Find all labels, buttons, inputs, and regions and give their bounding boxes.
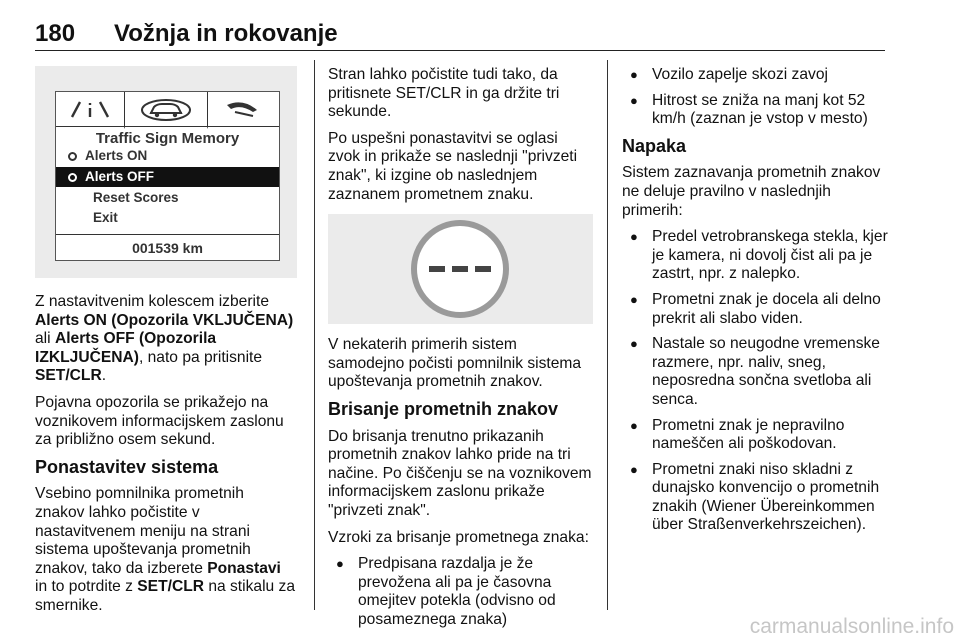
traffic-sign-memory-figure (35, 66, 297, 278)
paragraph: Sistem zaznavanja prometnih znakov ne deluje pravilno v naslednjih primerih: (622, 164, 881, 219)
menu-item-alerts-on (56, 146, 279, 166)
paragraph: Stran lahko počistite tudi tako, da pritisnete SET/CLR in ga držite tri sekunde. (328, 66, 560, 121)
menu-item-label: Reset Scores (93, 189, 179, 205)
column-3 (622, 66, 888, 543)
paragraph: V nekaterih primerih sistem samodejno počisti pomnilnik sistema upoštevanja prometnih znakov. (328, 336, 582, 391)
column-2 (328, 66, 593, 637)
paragraph: Z nastavitvenim kolescem izberite Alerts ON (Opozorila VKLJUČENA) ali Alerts OFF (Opozorila IZKLJUČENA), nato pa pritisnite SET/CLR. (35, 293, 294, 385)
assist-tab (206, 92, 279, 126)
radio-icon (68, 173, 77, 182)
list-item: ● Predpisana razdalja je že prevožena ali pa je časovna omejitev potekla (odvisno od posameznega znaka) (328, 555, 593, 629)
menu-item-reset-scores (56, 188, 279, 208)
list-item: ● Nastale so neugodne vremenske razmere, npr. naliv, sneg, neposredna sončna svetloba ali senca. (622, 335, 888, 409)
menu-heading: Traffic Sign Memory (95, 130, 240, 147)
menu-item-exit (56, 208, 279, 228)
list-item: ● Prometni znak je nepravilno nameščen ali poškodovan. (622, 417, 888, 454)
default-sign-figure (328, 214, 593, 324)
list-item: ● Predel vetrobranskega stekla, kjer je kamera, ni dovolj čist ali pa je zastrt, npr. z nalepko. (622, 228, 888, 284)
column-divider (314, 60, 315, 610)
page-title: Vožnja in rokovanje (114, 20, 338, 47)
menu-item-label: Alerts OFF (85, 168, 155, 184)
paragraph: Vzroki za brisanje prometnega znaka: (328, 528, 589, 546)
page-header (35, 6, 885, 51)
column-1 (35, 66, 297, 624)
section-heading: Brisanje prometnih znakov (328, 398, 559, 419)
road-warning-icon (68, 99, 112, 119)
radio-icon (68, 152, 77, 161)
section-heading: Napaka (622, 135, 687, 156)
bullet-list (328, 555, 593, 629)
display-tabs (56, 92, 279, 127)
list-item: ● Vozilo zapelje skozi zavoj (622, 66, 888, 85)
bullet-list (622, 66, 888, 129)
warning-tab (56, 92, 124, 126)
menu-item-alerts-off (56, 167, 279, 187)
page-number: 180 (35, 20, 76, 47)
display-screen (55, 91, 280, 261)
paragraph: Vsebino pomnilnika prometnih znakov lahko počistite v nastavitvenem meniju na strani sistema upoštevanja prometnih znakov, tako da izberete Ponastavi in to potrdite z SET/CLR na stikalu za smernike. (35, 485, 296, 614)
bullet-list (622, 228, 888, 535)
column-divider (607, 60, 608, 610)
menu-item-label: Alerts ON (85, 147, 148, 163)
car-tab (124, 92, 208, 129)
lane-assist-icon (223, 100, 263, 118)
paragraph: Po uspešni ponastavitvi se oglasi zvok in prikaže se naslednji "privzeti znak", ki izgine ob naslednjem zaznanem prometnem znaku. (328, 129, 578, 203)
list-item: ● Hitrost se zniža na manj kot 52 km/h (zaznan je vstop v mesto) (622, 92, 888, 129)
list-item: ● Prometni znak je docela ali delno prekrit ali slabo viden. (622, 291, 888, 328)
menu-item-label: Exit (93, 209, 118, 225)
list-item: ● Prometni znaki niso skladni z dunajsko konvencijo o prometnih znakih (Wiener Übereinkommen über Straßenverkehrszeichen). (622, 461, 888, 535)
watermark: carmanualsonline.info (749, 615, 954, 638)
odometer: 001539 km (56, 234, 279, 261)
paragraph: Pojavna opozorila se prikažejo na voznikovem informacijskem zaslonu za približno osem sekund. (35, 393, 284, 449)
section-heading: Ponastavitev sistema (35, 456, 219, 477)
paragraph: Do brisanja trenutno prikazanih prometnih znakov lahko pride na tri načine. Po čiščenju se na voznikovem informacijskem zaslonu prikaže "privzeti znak". (328, 427, 592, 519)
car-icon (140, 98, 192, 122)
end-of-restriction-sign-icon (328, 214, 593, 324)
